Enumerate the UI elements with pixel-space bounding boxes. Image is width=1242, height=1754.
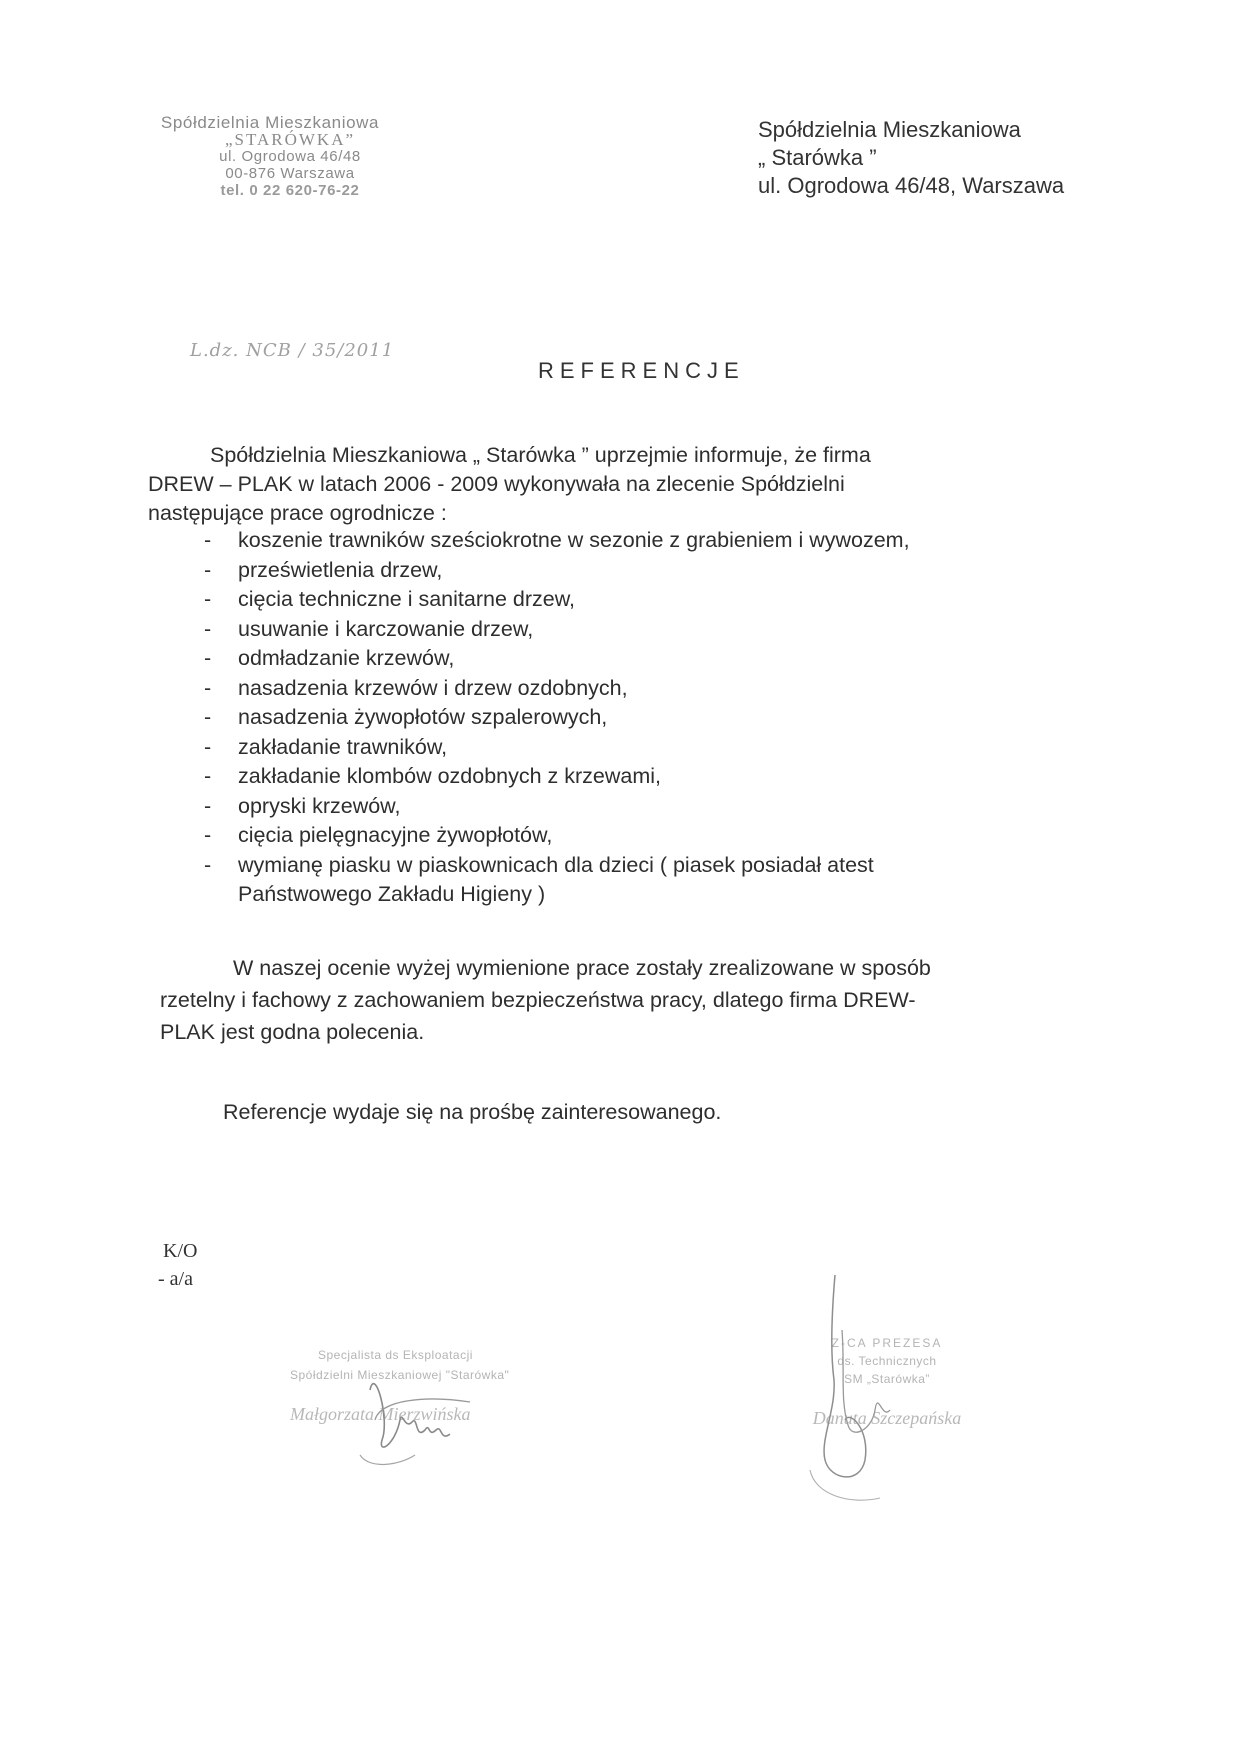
signature-left-name: Małgorzata Mierzwińska xyxy=(290,1404,471,1424)
reference-number: L.dz. NCB / 35/2011 xyxy=(190,340,395,361)
closing-line: Referencje wydaje się na prośbę zainteresowanego. xyxy=(223,1100,722,1124)
sender-stamp xyxy=(150,114,390,199)
stamp-city: 00-876 Warszawa xyxy=(225,165,355,182)
stamp-street: ul. Ogrodowa 46/48 xyxy=(219,148,361,165)
recipient-line3: ul. Ogrodowa 46/48, Warszawa xyxy=(758,173,1065,198)
list-item-continuation: Państwowego Zakładu Higieny ) xyxy=(238,882,546,906)
signature-right-handwriting xyxy=(790,1270,970,1520)
list-item: - zakładanie klombów ozdobnych z krzewami, xyxy=(204,764,662,788)
intro-paragraph xyxy=(148,441,871,528)
assessment-line2: rzetelny i fachowy z zachowaniem bezpieczeństwa pracy, dlatego firma DREW- xyxy=(160,988,916,1012)
intro-line1: Spółdzielnia Mieszkaniowa „ Starówka ” uprzejmie informuje, że firma xyxy=(210,443,871,467)
signature-right-org: SM „Starówka” xyxy=(844,1372,930,1386)
list-item: - nasadzenia krzewów i drzew ozdobnych, xyxy=(204,675,628,700)
signature-right-dept: ds. Technicznych xyxy=(837,1354,937,1368)
signature-left-handwriting xyxy=(330,1360,530,1470)
recipient-line2: „ Starówka ” xyxy=(758,145,877,170)
assessment-line1: W naszej ocenie wyżej wymienione prace zostały zrealizowane w sposób xyxy=(233,956,931,980)
intro-line2: DREW – PLAK w latach 2006 - 2009 wykonywała na zlecenie Spółdzielni xyxy=(148,472,845,496)
assessment-paragraph xyxy=(160,952,931,1048)
list-item: - cięcia techniczne i sanitarne drzew, xyxy=(204,587,576,611)
list-item: - koszenie trawników sześciokrotne w sezonie z grabieniem i wywozem, xyxy=(204,528,910,552)
list-item: - zakładanie trawników, xyxy=(204,734,448,759)
signature-right-title: Z-CA PREZESA xyxy=(831,1336,943,1350)
signature-right-name: Danuta Szczepańska xyxy=(812,1408,962,1428)
list-item: - odmładzanie krzewów, xyxy=(204,646,455,670)
list-item: - nasadzenia żywopłotów szpalerowych, xyxy=(204,705,608,729)
signature-left-title: Specjalista ds Eksploatacji xyxy=(318,1348,473,1362)
list-item: - wymianę piasku w piaskownicach dla dzieci ( piasek posiadał atest xyxy=(204,852,874,877)
footer-ko: K/O xyxy=(163,1240,198,1262)
recipient-address xyxy=(758,116,1064,200)
footer-aa: - a/a xyxy=(158,1268,193,1290)
list-item: - cięcia pielęgnacyjne żywopłotów, xyxy=(204,823,553,847)
recipient-line1: Spółdzielnia Mieszkaniowa xyxy=(758,117,1021,142)
stamp-name: „STARÓWKA” xyxy=(224,130,356,149)
assessment-line3: PLAK jest godna polecenia. xyxy=(160,1020,425,1044)
intro-line3: następujące prace ogrodnicze : xyxy=(148,501,447,525)
stamp-phone: tel. 0 22 620-76-22 xyxy=(220,182,360,199)
document-title: REFERENCJE xyxy=(538,358,745,383)
list-item: - usuwanie i karczowanie drzew, xyxy=(204,616,534,641)
works-list xyxy=(204,526,910,910)
signature-left-org: Spółdzielni Mieszkaniowej "Starówka" xyxy=(290,1368,510,1382)
list-item: - prześwietlenia drzew, xyxy=(204,557,443,582)
stamp-line1: Spółdzielnia Mieszkaniowa xyxy=(160,113,380,132)
list-item: - opryski krzewów, xyxy=(204,793,401,818)
